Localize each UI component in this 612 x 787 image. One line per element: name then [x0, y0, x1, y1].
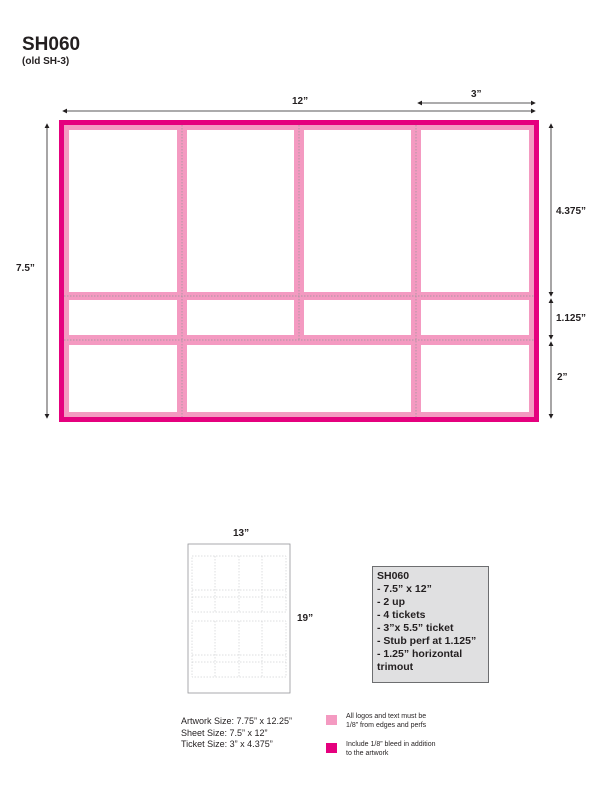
- stub-panel: [421, 300, 529, 335]
- page-subtitle: (old SH-3): [22, 56, 70, 67]
- sheet-height-label: 19”: [297, 613, 314, 624]
- stub-height-label: 1.125”: [556, 313, 587, 324]
- legend-line: to the artwork: [346, 749, 389, 757]
- spec-line: - 7.5” x 12”: [377, 583, 432, 595]
- sheet-size: Sheet Size: 7.5” x 12”: [181, 727, 268, 738]
- spec-line: - 1.25” horizontal: [377, 648, 463, 660]
- stub-panel: [69, 300, 177, 335]
- spec-line: SH060: [377, 570, 410, 582]
- legend-line: 1/8” from edges and perfs: [346, 721, 427, 729]
- spec-line: - 2 up: [377, 596, 405, 608]
- bleed-swatch: [326, 743, 337, 753]
- trim-panel: [69, 345, 177, 412]
- page-title: SH060: [22, 34, 81, 55]
- spec-line: - 4 tickets: [377, 609, 426, 621]
- overall-width-label: 12”: [292, 96, 309, 107]
- spec-line: - Stub perf at 1.125”: [377, 635, 477, 647]
- spec-line: - 3”x 5.5” ticket: [377, 622, 454, 634]
- sheet-preview: [188, 544, 290, 693]
- ticket-width-label: 3”: [471, 89, 482, 100]
- bleed-legend: [346, 741, 456, 758]
- artwork-info: [181, 716, 292, 751]
- artwork-size: Artwork Size: 7.75” x 12.25”: [181, 716, 293, 726]
- safe-zone-legend: [346, 713, 456, 730]
- sheet-width-label: 13”: [233, 528, 250, 539]
- ticket-panel: [421, 130, 529, 292]
- overall-height-label: 7.5”: [16, 263, 35, 274]
- stub-panel: [304, 300, 411, 335]
- ticket-height-label: 4.375”: [556, 206, 587, 217]
- legend-line: Include 1/8” bleed in addition: [346, 741, 436, 748]
- trim-panel: [187, 345, 411, 412]
- safe-zone-swatch: [326, 715, 337, 725]
- spec-line: trimout: [377, 661, 414, 673]
- legend-line: All logos and text must be: [346, 713, 427, 720]
- spec-box: [372, 566, 489, 683]
- ticket-panel: [187, 130, 294, 292]
- trim-panel: [421, 345, 529, 412]
- stub-panel: [187, 300, 294, 335]
- trim-height-label: 2”: [557, 372, 568, 383]
- ticket-size: Ticket Size: 3” x 4.375”: [181, 739, 273, 749]
- ticket-panel: [304, 130, 411, 292]
- ticket-panel: [69, 130, 177, 292]
